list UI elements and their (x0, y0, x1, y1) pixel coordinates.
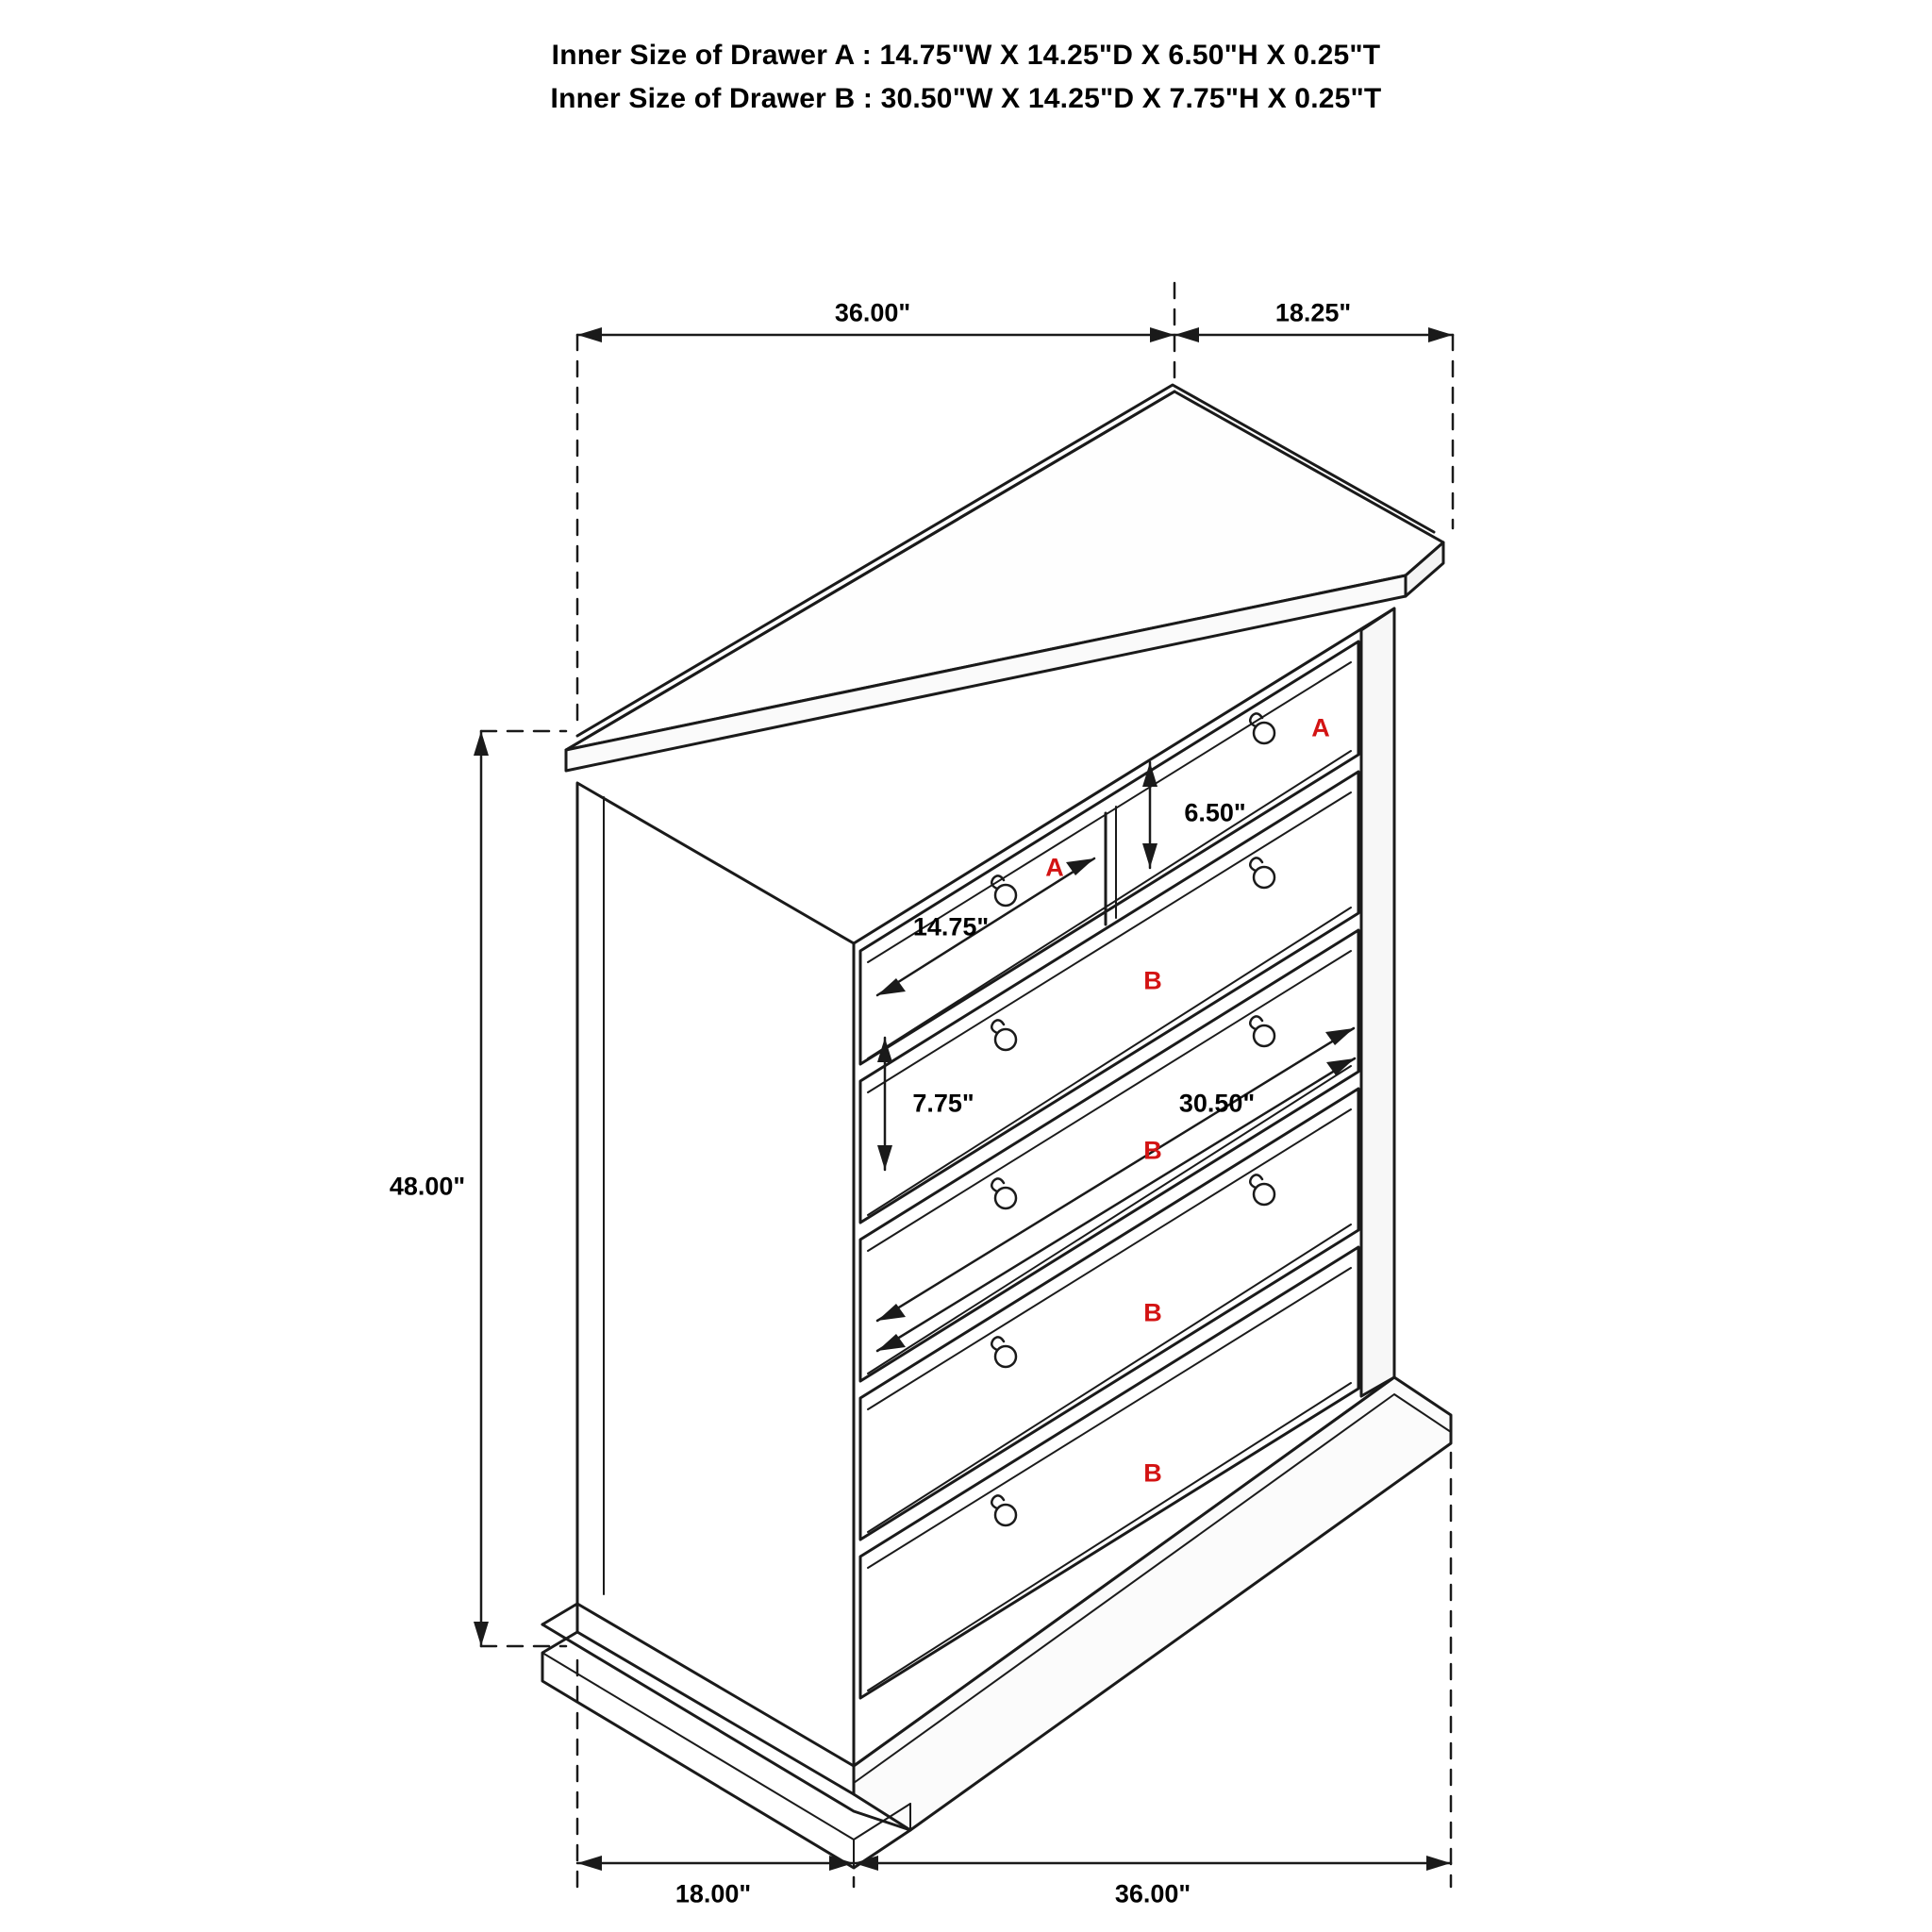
label-top-width: 36.00" (834, 298, 911, 327)
label-top-depth: 18.25" (1274, 298, 1352, 327)
label-drawer-b-height: 7.75" (912, 1089, 974, 1118)
letter-b-3: B (1143, 1298, 1162, 1327)
letter-a-top-left: A (1045, 853, 1064, 882)
chest-right-stile (1361, 608, 1394, 1396)
label-base-depth: 18.00" (675, 1879, 752, 1908)
label-base-width: 36.00" (1114, 1879, 1191, 1908)
header-line-1: Inner Size of Drawer A : 14.75"W X 14.25"D X 6.50"H X 0.25"T (551, 40, 1381, 71)
label-drawer-a-width: 14.75" (912, 912, 990, 941)
label-overall-height: 48.00" (389, 1172, 466, 1201)
letter-b-2: B (1143, 1136, 1162, 1165)
label-drawer-a-height: 6.50" (1184, 798, 1246, 827)
letter-b-4: B (1143, 1458, 1162, 1488)
label-drawer-b-width: 30.50" (1178, 1089, 1256, 1118)
dimension-overall-height (474, 731, 566, 1646)
chest-left-side-panel (577, 783, 854, 1766)
letter-b-1: B (1143, 966, 1162, 995)
letter-a-top-right: A (1311, 713, 1330, 742)
header-line-2: Inner Size of Drawer B : 30.50"W X 14.25"D X 7.75"H X 0.25"T (550, 83, 1382, 114)
